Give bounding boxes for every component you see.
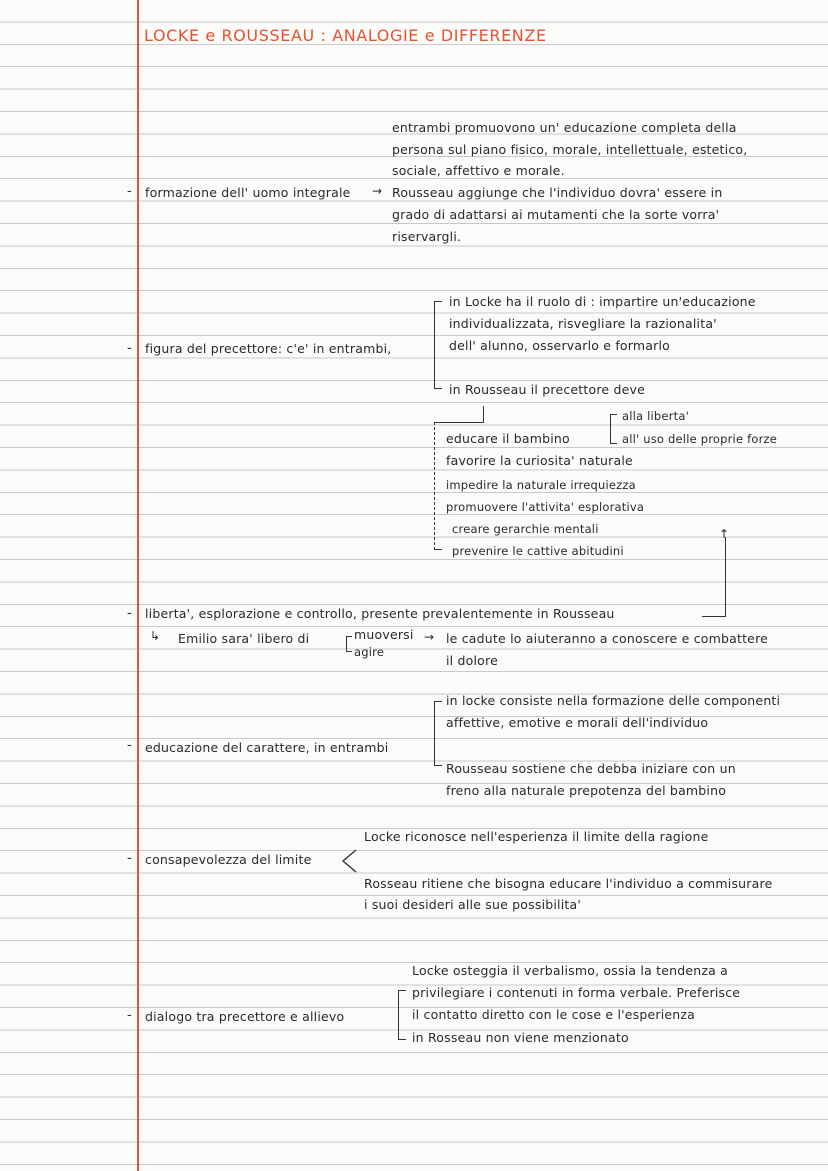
limite-locke: Locke riconosce nell'esperienza il limite della ragione (364, 829, 709, 844)
dialogo-line: in Rosseau non viene menzionato (412, 1030, 629, 1045)
dialogo-bracket-bottom (398, 1039, 406, 1040)
formazione-line: riservargli. (392, 229, 462, 244)
carattere-rousseau-line: Rousseau sostiene che debba iniziare con un (446, 761, 736, 776)
bullet-dash: - (127, 1008, 132, 1023)
bullet-dash: - (127, 184, 132, 199)
limite-rousseau-line: Rosseau ritiene che bisogna educare l'individuo a commisurare (364, 876, 773, 891)
formazione-line: persona sul piano fisico, morale, intellettuale, estetico, (392, 142, 748, 157)
carattere-locke-line: in locke consiste nella formazione delle componenti (446, 693, 781, 708)
verb-item: muoversi (354, 627, 414, 642)
branch-chevron-icon (340, 848, 360, 874)
precettore-locke-line: individualizzata, risvegliare la razionalita' (449, 316, 717, 331)
margin-line (137, 0, 139, 1171)
connector-line (702, 616, 726, 617)
carattere-locke-line: affettive, emotive e morali dell'individuo (446, 715, 709, 730)
emilio-text: Emilio sara' libero di (178, 631, 310, 646)
formazione-label: formazione dell' uomo integrale (145, 185, 351, 200)
dialogo-bracket-top (398, 990, 406, 991)
precettore-bracket-top (434, 301, 442, 302)
precettore-bracket-bottom (434, 388, 442, 389)
limite-rousseau-line: i suoi desideri alle sue possibilita' (364, 897, 581, 912)
dialogo-label: dialogo tra precettore e allievo (145, 1009, 345, 1024)
arrow-right-icon: → (424, 630, 435, 644)
arrow-return-icon: ↳ (150, 629, 161, 643)
bullet-dash: - (127, 606, 132, 621)
precettore-label: figura del precettore: c'e' in entrambi, (145, 341, 392, 356)
bullet-dash: - (127, 851, 132, 866)
connector-line (483, 406, 484, 422)
precettore-locke-line: in Locke ha il ruolo di : impartire un'educazione (449, 294, 756, 309)
connector-line (725, 537, 726, 617)
educare-label: educare il bambino (446, 431, 570, 446)
educare-sub: all' uso delle proprie forze (622, 432, 778, 446)
carattere-bracket (434, 701, 435, 766)
formazione-line: sociale, affettivo e morale. (392, 163, 565, 178)
carattere-bracket-top (434, 701, 442, 702)
dialogo-line: Locke osteggia il verbalismo, ossia la tendenza a (412, 963, 729, 978)
arrow-up-icon: ↑ (719, 527, 730, 541)
task-item: promuovere l'attivita' esplorativa (446, 500, 645, 514)
liberta-result: il dolore (446, 653, 498, 668)
precettore-rousseau: in Rousseau il precettore deve (449, 382, 645, 397)
carattere-rousseau-line: freno alla naturale prepotenza del bambino (446, 783, 727, 798)
educare-sub: alla liberta' (622, 409, 689, 423)
task-item: favorire la curiosita' naturale (446, 453, 633, 468)
precettore-locke-line: dell' alunno, osservarlo e formarlo (449, 338, 670, 353)
page-title: LOCKE e ROUSSEAU : ANALOGIE e DIFFERENZE (144, 26, 547, 45)
formazione-line: Rousseau aggiunge che l'individuo dovra' essere in (392, 185, 723, 200)
dialogo-bracket (398, 990, 399, 1040)
task-item: impedire la naturale irrequiezza (446, 478, 636, 492)
tasks-bracket (434, 422, 435, 550)
dialogo-line: privilegiare i contenuti in forma verbale. Preferisce (412, 985, 741, 1000)
precettore-bracket (434, 301, 435, 389)
task-item: prevenire le cattive abitudini (452, 544, 624, 558)
liberta-label: liberta', esplorazione e controllo, presente prevalentemente in Rousseau (145, 606, 615, 621)
educare-sub-bracket (610, 414, 617, 444)
verbs-bracket (346, 636, 352, 652)
bullet-dash: - (127, 341, 132, 356)
formazione-line: entrambi promuovono un' educazione completa della (392, 120, 737, 135)
limite-label: consapevolezza del limite (145, 852, 312, 867)
bullet-dash: - (127, 738, 132, 753)
dialogo-line: il contatto diretto con le cose e l'esperienza (412, 1007, 696, 1022)
connector-line (434, 422, 484, 423)
carattere-bracket-bottom (434, 765, 442, 766)
liberta-result: le cadute lo aiuteranno a conoscere e combattere (446, 631, 769, 646)
formazione-line: grado di adattarsi ai mutamenti che la sorte vorra' (392, 207, 720, 222)
tasks-bracket-bottom (434, 549, 442, 550)
arrow-right-icon: → (372, 184, 383, 198)
carattere-label: educazione del carattere, in entrambi (145, 740, 389, 755)
verb-item: agire (354, 645, 385, 659)
task-item: creare gerarchie mentali (452, 522, 599, 536)
